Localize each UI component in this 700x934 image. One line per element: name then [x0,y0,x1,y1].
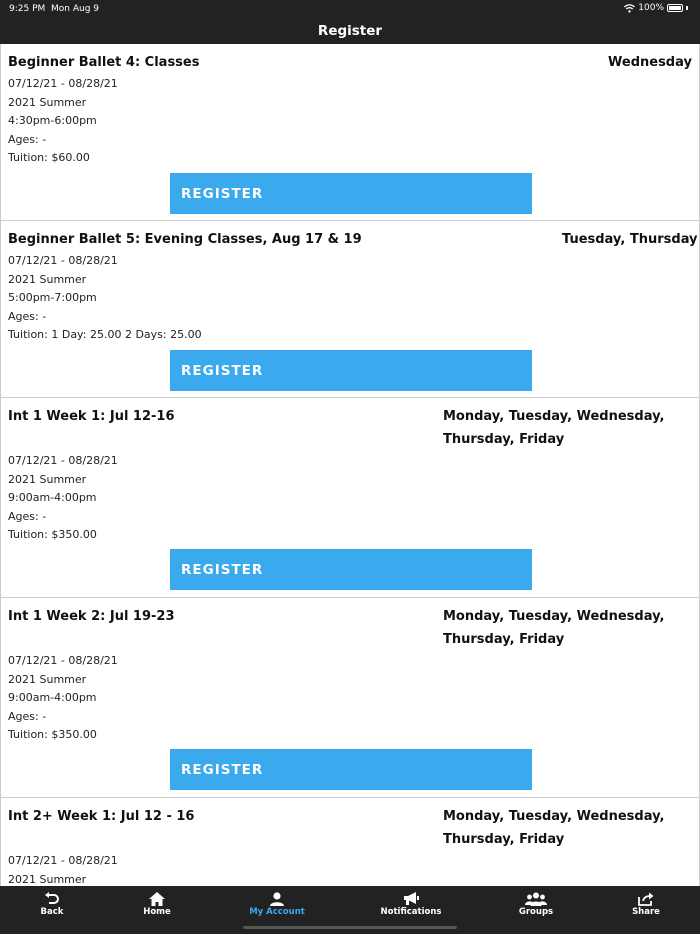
course-list[interactable] [0,44,700,886]
course-session: 2021 Summer [8,473,87,486]
course-dates: 07/12/21 - 08/28/21 [8,254,118,267]
course-ages: Ages: - [8,710,47,723]
course-time: 9:00am-4:00pm [8,491,97,504]
course-time: 9:00am-4:00pm [8,691,97,704]
course-card [1,398,699,598]
wifi-icon [624,4,635,13]
course-days-line-2: Thursday, Friday [443,432,565,447]
course-days-line-1: Monday, Tuesday, Wednesday, [443,409,665,424]
course-days-line-2: Thursday, Friday [443,832,565,847]
course-tuition: Tuition: $350.00 [8,728,97,741]
course-dates: 07/12/21 - 08/28/21 [8,854,118,867]
tab-share[interactable] [601,892,691,917]
tab-label: Back [40,907,64,917]
tab-my-account[interactable] [232,892,322,917]
battery-tip [686,6,688,10]
register-button[interactable]: REGISTER [170,749,532,790]
course-card [1,798,699,886]
course-title: Beginner Ballet 4: Classes [8,55,200,70]
course-session: 2021 Summer [8,873,87,886]
megaphone-icon [403,892,419,906]
course-session: 2021 Summer [8,273,87,286]
home-icon [149,892,165,906]
status-time: 9:25 PM [9,4,46,14]
nav-bar [0,18,700,44]
course-days: Wednesday [608,55,692,70]
status-date: Mon Aug 9 [51,4,99,14]
battery-percent: 100% [638,3,664,13]
page-title: Register [317,23,383,39]
user-icon [269,892,285,906]
share-icon [638,892,654,906]
course-time: 4:30pm-6:00pm [8,114,97,127]
tab-label: Share [632,907,660,917]
tab-label: My Account [249,907,305,917]
battery-icon [667,4,683,12]
status-right [624,3,688,13]
course-ages: Ages: - [8,133,47,146]
course-days: Tuesday, Thursday [562,232,698,247]
tab-back[interactable] [7,892,97,917]
course-time: 5:00pm-7:00pm [8,291,97,304]
tab-home[interactable] [112,892,202,917]
tab-groups[interactable] [491,892,581,917]
course-ages: Ages: - [8,510,47,523]
tab-label: Notifications [380,907,442,917]
course-title: Int 2+ Week 1: Jul 12 - 16 [8,809,195,824]
course-card [1,44,699,221]
register-button[interactable]: REGISTER [170,549,532,590]
course-ages: Ages: - [8,310,47,323]
course-card [1,598,699,798]
course-dates: 07/12/21 - 08/28/21 [8,654,118,667]
course-session: 2021 Summer [8,673,87,686]
course-title: Int 1 Week 1: Jul 12-16 [8,409,175,424]
tab-label: Home [143,907,171,917]
back-arrow-icon [44,892,60,906]
register-button[interactable]: REGISTER [170,173,532,214]
course-dates: 07/12/21 - 08/28/21 [8,77,118,90]
course-days-line-2: Thursday, Friday [443,632,565,647]
register-button[interactable]: REGISTER [170,350,532,391]
course-tuition: Tuition: $60.00 [8,151,90,164]
course-dates: 07/12/21 - 08/28/21 [8,454,118,467]
tab-notifications[interactable] [366,892,456,917]
course-days-line-1: Monday, Tuesday, Wednesday, [443,809,665,824]
tab-label: Groups [518,907,554,917]
course-tuition: Tuition: $350.00 [8,528,97,541]
course-session: 2021 Summer [8,96,87,109]
course-days-line-1: Monday, Tuesday, Wednesday, [443,609,665,624]
status-bar [0,0,700,18]
course-title: Beginner Ballet 5: Evening Classes, Aug 17 & 19 [8,232,362,247]
groups-icon [525,892,547,906]
course-card [1,221,699,398]
home-indicator[interactable] [243,926,457,929]
course-tuition: Tuition: 1 Day: 25.00 2 Days: 25.00 [8,328,202,341]
course-title: Int 1 Week 2: Jul 19-23 [8,609,175,624]
